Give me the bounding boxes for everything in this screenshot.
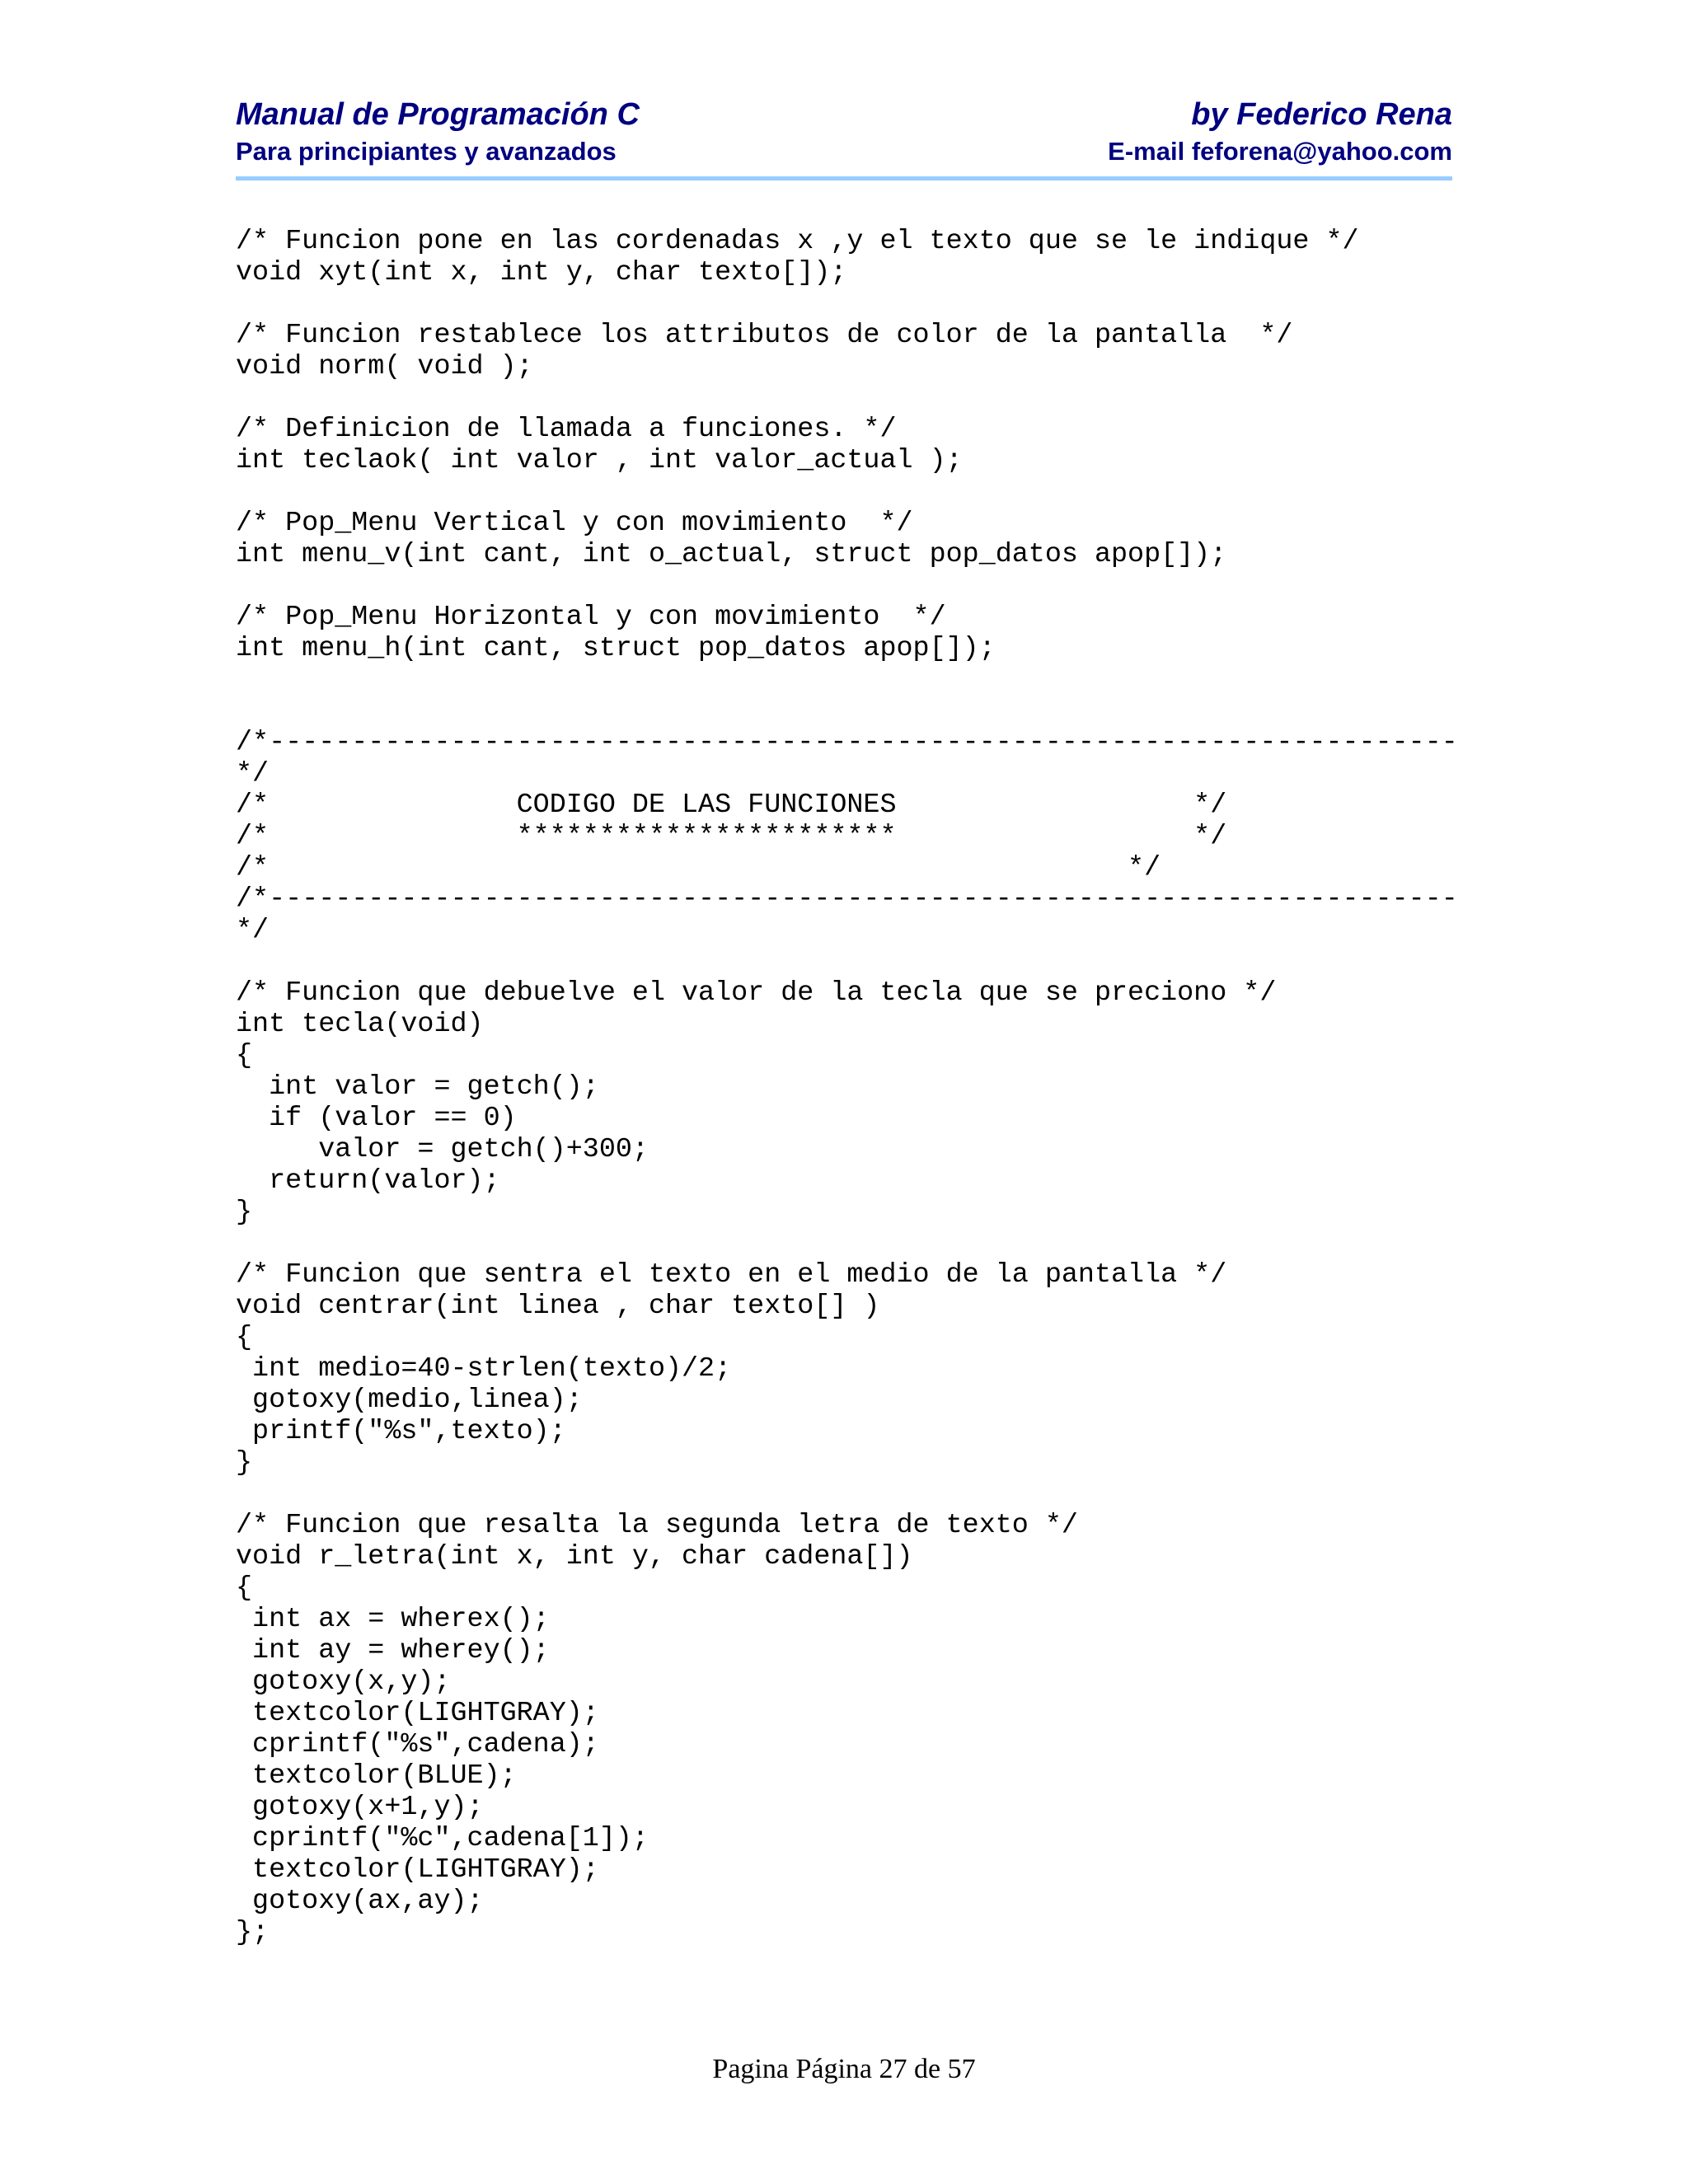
code-line: {	[236, 1572, 253, 1604]
page-header	[236, 97, 1452, 185]
code-line: cprintf("%s",cadena);	[236, 1729, 599, 1760]
page-number: Pagina Página 27 de 57	[712, 2054, 976, 2084]
code-line: gotoxy(medio,linea);	[236, 1385, 583, 1416]
code-line	[236, 664, 1452, 696]
header-divider	[236, 176, 1452, 180]
code-line: gotoxy(ax,ay);	[236, 1886, 484, 1917]
code-line: /* Funcion pone en las cordenadas x ,y el texto que se le indique */	[236, 226, 1359, 257]
author-email: E-mail feforena@yahoo.com	[1108, 137, 1452, 166]
code-line: valor = getch()+300;	[236, 1134, 649, 1165]
code-line: if (valor == 0)	[236, 1103, 517, 1134]
code-line: int menu_v(int cant, int o_actual, struct pop_datos apop[]);	[236, 539, 1227, 570]
code-line: int medio=40-strlen(texto)/2;	[236, 1353, 732, 1385]
code-line: int valor = getch();	[236, 1071, 599, 1103]
code-line: /*------------------------------------------------------------------------	[236, 883, 1458, 915]
code-line: {	[236, 1322, 253, 1353]
code-line: /* *********************** */	[236, 821, 1227, 852]
code-line: int ax = wherex();	[236, 1604, 550, 1635]
code-line: */	[236, 758, 270, 790]
code-line: /* Pop_Menu Horizontal y con movimiento */	[236, 602, 946, 633]
code-line: void centrar(int linea , char texto[] )	[236, 1291, 880, 1322]
code-line: };	[236, 1917, 270, 1948]
code-line: int teclaok( int valor , int valor_actual );	[236, 445, 963, 476]
code-line: textcolor(LIGHTGRAY);	[236, 1854, 599, 1886]
code-line	[236, 1479, 1452, 1510]
document-title: Manual de Programación C	[236, 97, 640, 132]
code-line: gotoxy(x+1,y);	[236, 1792, 484, 1823]
code-line: /* Funcion que resalta la segunda letra de texto */	[236, 1510, 1078, 1541]
code-line: /* Funcion que sentra el texto en el medio de la pantalla */	[236, 1259, 1227, 1291]
code-line	[236, 696, 1452, 727]
code-line: */	[236, 915, 270, 946]
code-line: }	[236, 1197, 253, 1228]
code-line: cprintf("%c",cadena[1]);	[236, 1823, 649, 1854]
code-line: int menu_h(int cant, struct pop_datos apop[]);	[236, 633, 996, 664]
code-line: void r_letra(int x, int y, char cadena[])	[236, 1541, 913, 1572]
code-line	[236, 946, 1452, 977]
code-line	[236, 570, 1452, 602]
code-line	[236, 382, 1452, 414]
code-line	[236, 288, 1452, 320]
code-listing	[236, 226, 1458, 1948]
code-line: textcolor(BLUE);	[236, 1760, 517, 1792]
code-line: int ay = wherey();	[236, 1635, 550, 1666]
document-subtitle: Para principiantes y avanzados	[236, 137, 617, 166]
code-line: {	[236, 1040, 253, 1071]
code-line	[236, 476, 1452, 508]
code-line: /*------------------------------------------------------------------------	[236, 727, 1458, 758]
code-line: /* Pop_Menu Vertical y con movimiento */	[236, 508, 913, 539]
code-line: /* Definicion de llamada a funciones. */	[236, 414, 897, 445]
code-line: }	[236, 1447, 253, 1479]
code-line: textcolor(LIGHTGRAY);	[236, 1698, 599, 1729]
code-line: void norm( void );	[236, 351, 533, 382]
code-line: return(valor);	[236, 1165, 500, 1197]
code-line: /* CODIGO DE LAS FUNCIONES */	[236, 790, 1227, 821]
code-line: int tecla(void)	[236, 1009, 484, 1040]
document-author: by Federico Rena	[1191, 97, 1452, 132]
code-line: /* */	[236, 852, 1161, 883]
code-line: /* Funcion que debuelve el valor de la tecla que se preciono */	[236, 977, 1277, 1009]
code-line: printf("%s",texto);	[236, 1416, 566, 1447]
code-line	[236, 1228, 1452, 1259]
code-line: void xyt(int x, int y, char texto[]);	[236, 257, 847, 288]
code-line: /* Funcion restablece los attributos de color de la pantalla */	[236, 320, 1293, 351]
code-line: gotoxy(x,y);	[236, 1666, 451, 1698]
